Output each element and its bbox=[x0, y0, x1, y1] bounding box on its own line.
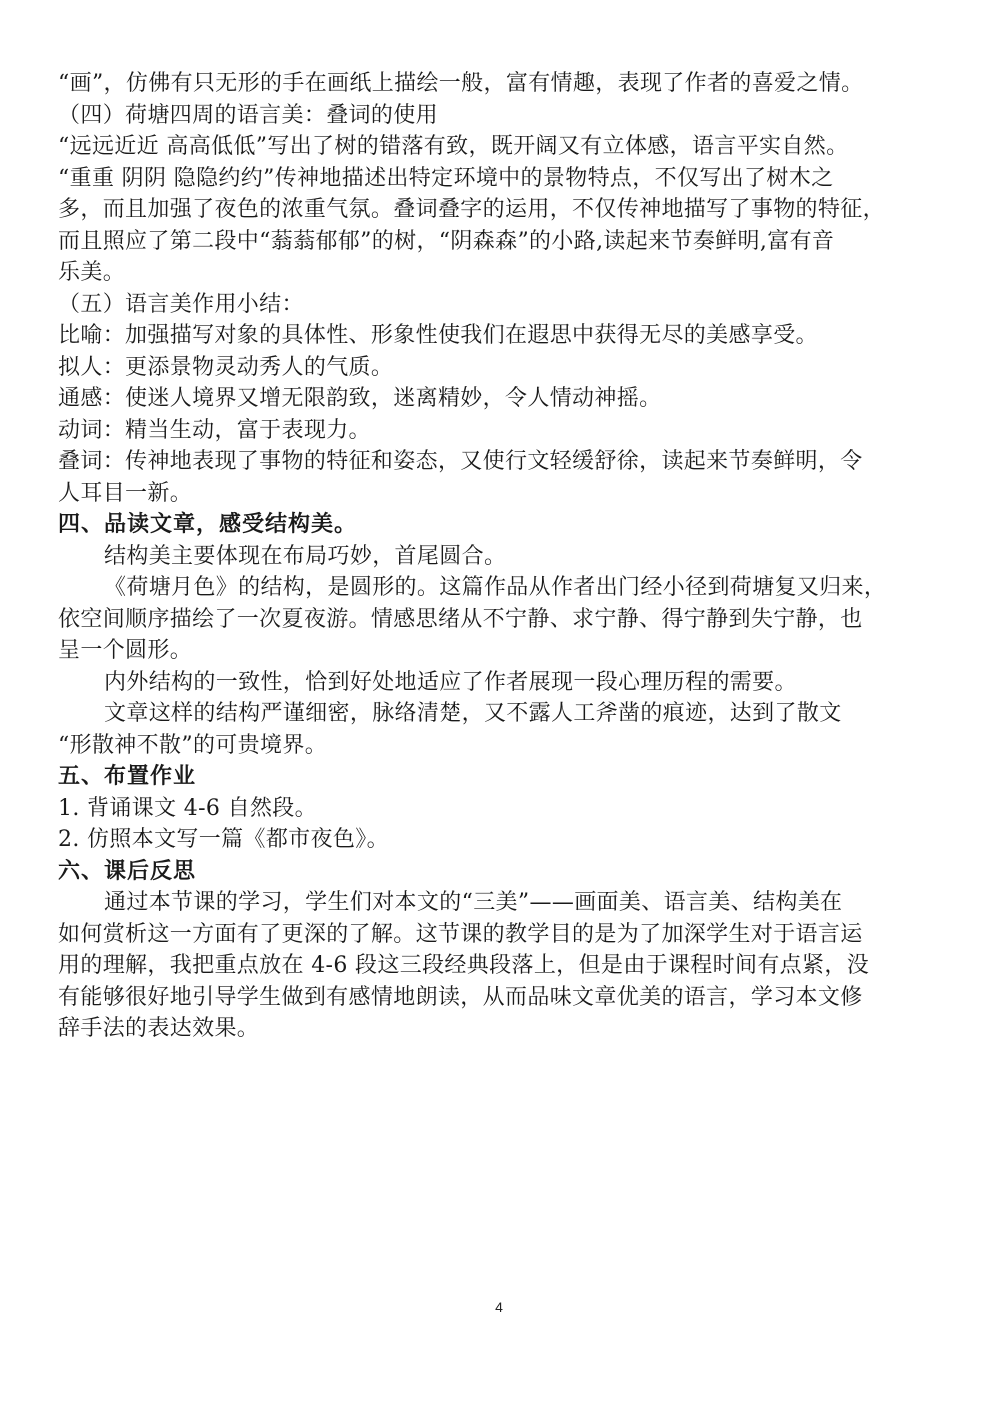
text-line: 辞手法的表达效果。 bbox=[58, 1016, 260, 1041]
section-heading: 六、课后反思 bbox=[58, 858, 197, 884]
homework-item: 2. 仿照本文写一篇《都市夜色》。 bbox=[58, 827, 389, 852]
section-heading: 五、布置作业 bbox=[58, 764, 197, 789]
text-line: 结构美主要体现在布局巧妙，首尾圆合。 bbox=[104, 543, 507, 569]
text-line: 内外结构的一致性，恰到好处地适应了作者展现一段心理历程的需要。 bbox=[104, 669, 797, 695]
document-body bbox=[58, 68, 940, 1045]
text-line: “形散神不散”的可贵境界。 bbox=[58, 732, 328, 758]
summary-item: 通感：使迷人境界又增无限韵致，迷离精妙，令人情动神摇。 bbox=[58, 386, 662, 411]
summary-item: 比喻：加强描写对象的具体性、形象性使我们在遐思中获得无尽的美感享受。 bbox=[58, 323, 818, 348]
text-line: “画”，仿佛有只无形的手在画纸上描绘一般，富有情趣，表现了作者的喜爱之情。 bbox=[58, 71, 864, 96]
text-line: 有能够很好地引导学生做到有感情地朗读，从而品味文章优美的语言，学习本文修 bbox=[58, 984, 863, 1010]
page-number: 4 bbox=[495, 1299, 503, 1315]
text-line: 用的理解，我把重点放在 4-6 段这三段经典段落上，但是由于课程时间有点紧，没 bbox=[58, 953, 870, 978]
text-line: 乐美。 bbox=[58, 260, 126, 285]
text-line: 而且照应了第二段中“蓊蓊郁郁”的树，“阴森森”的小路,读起来节奏鲜明,富有音 bbox=[58, 228, 835, 254]
text-line: 如何赏析这一方面有了更深的了解。这节课的教学目的是为了加深学生对于语言运 bbox=[58, 921, 863, 947]
text-line: 多，而且加强了夜色的浓重气氛。叠词叠字的运用，不仅传神地描写了事物的特征， bbox=[58, 197, 885, 222]
section-heading: 四、品读文章，感受结构美。 bbox=[58, 512, 358, 537]
text-line: 通过本节课的学习，学生们对本文的“三美”——画面美、语言美、结构美在 bbox=[104, 890, 843, 915]
homework-item: 1. 背诵课文 4-6 自然段。 bbox=[58, 795, 317, 821]
subsection-heading: （五）语言美作用小结： bbox=[58, 291, 304, 317]
text-line: 依空间顺序描绘了一次夏夜游。情感思绪从不宁静、求宁静、得宁静到失宁静，也 bbox=[58, 606, 863, 632]
summary-item: 动词：精当生动，富于表现力。 bbox=[58, 417, 371, 443]
text-line: 呈一个圆形。 bbox=[58, 638, 193, 663]
text-line: 人耳目一新。 bbox=[58, 480, 193, 506]
summary-item: 拟人：更添景物灵动秀人的气质。 bbox=[58, 354, 394, 380]
text-line: 《荷塘月色》的结构，是圆形的。这篇作品从作者出门经小径到荷塘复又归来， bbox=[104, 575, 887, 600]
subsection-heading: （四）荷塘四周的语言美：叠词的使用 bbox=[58, 102, 438, 128]
text-line: “重重 阴阴 隐隐约约”传神地描述出特定环境中的景物特点，不仅写出了树木之 bbox=[58, 165, 834, 191]
summary-item: 叠词：传神地表现了事物的特征和姿态，又使行文轻缓舒徐，读起来节奏鲜明，令 bbox=[58, 449, 863, 474]
text-line: “远远近近 高高低低”写出了树的错落有致，既开阔又有立体感，语言平实自然。 bbox=[58, 134, 849, 159]
text-line: 文章这样的结构严谨细密，脉络清楚，又不露人工斧凿的痕迹，达到了散文 bbox=[104, 701, 842, 726]
